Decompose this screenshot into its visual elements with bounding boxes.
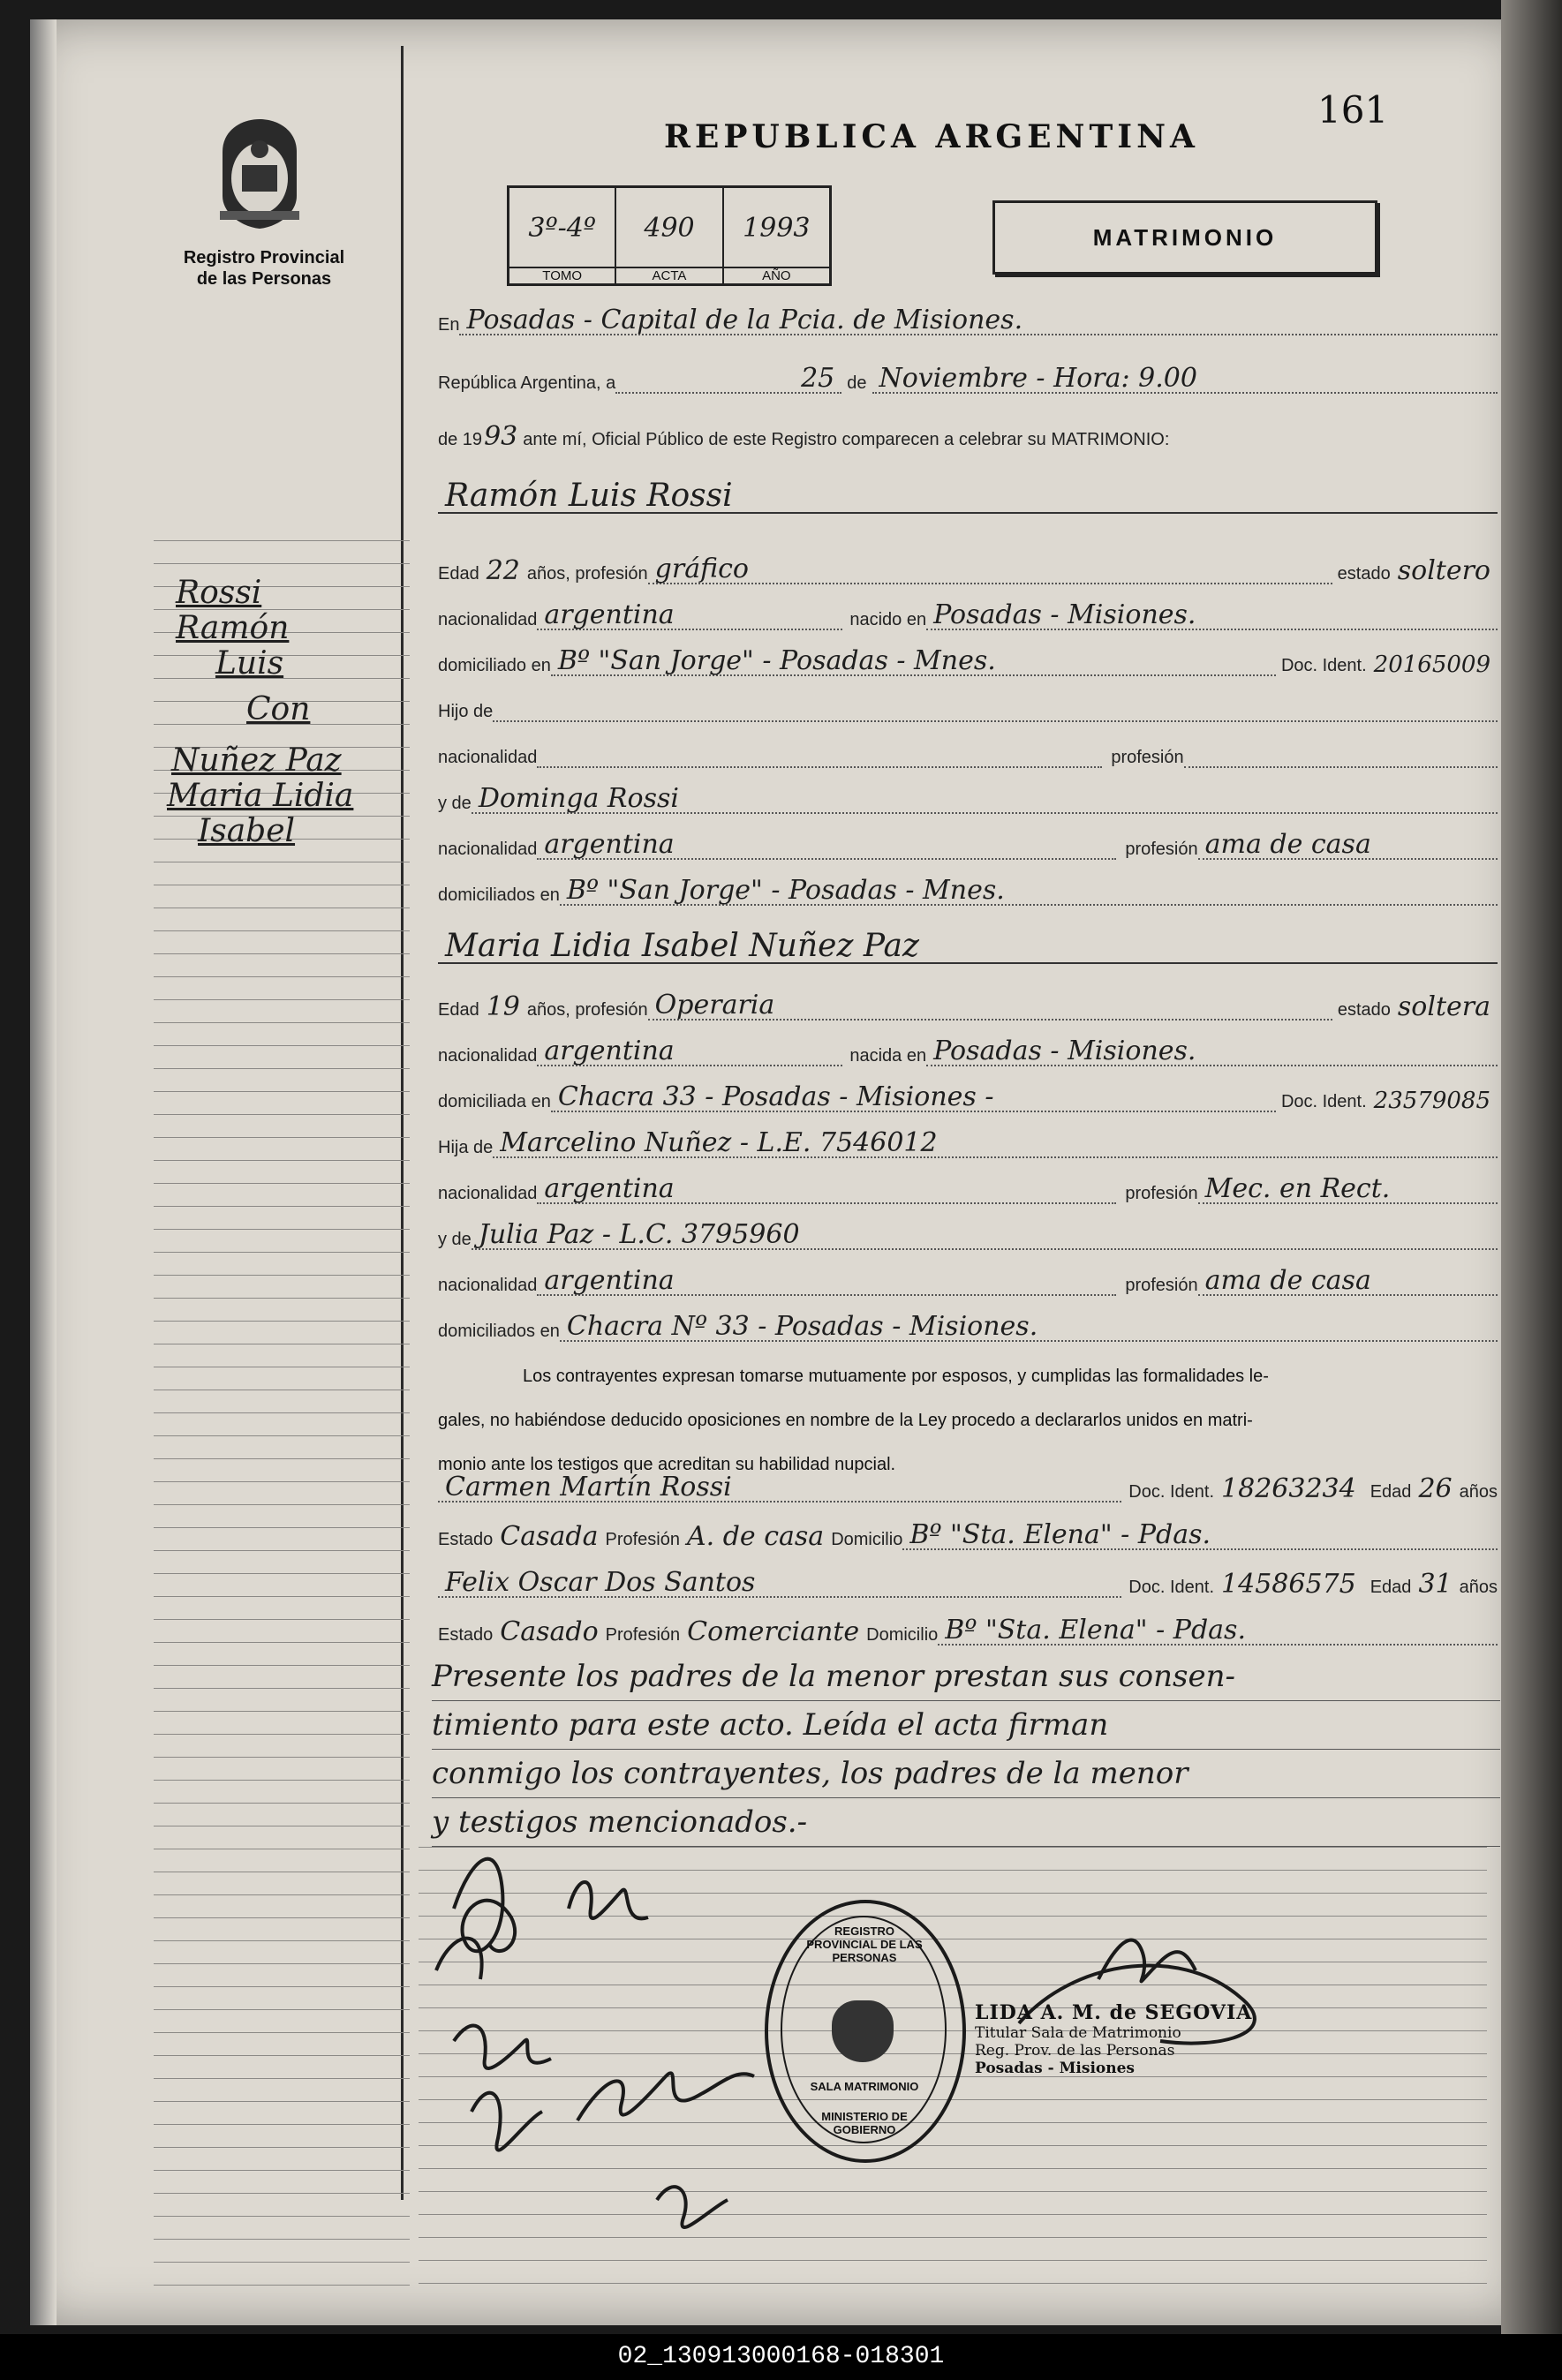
margin-ruled-line xyxy=(154,1458,410,1459)
groom-doc-value: 20165009 xyxy=(1373,651,1490,678)
bride-nacida-label: nacida en xyxy=(849,1046,927,1066)
legal-line-3: monio ante los testigos que acreditan su habilidad nupcial. xyxy=(438,1455,896,1474)
acta-cell xyxy=(616,188,723,283)
groom-hijo-value xyxy=(493,720,1498,722)
groom-nac-value: argentina xyxy=(537,602,842,630)
groom-prof3-value: ama de casa xyxy=(1198,832,1498,860)
bride-edad-value: 19 xyxy=(486,991,520,1022)
bride-yde-value: Julia Paz - L.C. 3795960 xyxy=(472,1222,1498,1250)
witness1-estado-label: Estado xyxy=(438,1530,494,1549)
margin-ruled-line xyxy=(154,1091,410,1092)
row-groom-dom xyxy=(438,641,1498,676)
margin-ruled-line xyxy=(154,1963,410,1964)
en-label: En xyxy=(438,315,460,335)
margin-ruled-line xyxy=(154,1022,410,1023)
margin-ruled-line xyxy=(154,1527,410,1528)
row-witness1-name xyxy=(438,1467,1498,1503)
witness1-name: Carmen Martín Rossi xyxy=(438,1474,1121,1503)
margin-ruled-line xyxy=(154,1688,410,1689)
groom-edad-value: 22 xyxy=(486,555,520,586)
margin-ruled-line xyxy=(154,1757,410,1758)
witness1-edad-value: 26 xyxy=(1418,1473,1453,1504)
witness1-anos-label: años xyxy=(1459,1482,1498,1502)
bride-nac-value: argentina xyxy=(537,1038,842,1066)
margin-ruled-line xyxy=(154,1298,410,1299)
witness2-doc-label: Doc. Ident. xyxy=(1128,1578,1215,1597)
margin-ruled-line xyxy=(154,2216,410,2217)
bride-doc-value: 23579085 xyxy=(1373,1088,1490,1114)
margin-ruled-line xyxy=(154,1917,410,1918)
groom-profesion-value: gráfico xyxy=(648,556,1332,584)
de-label: de xyxy=(847,373,867,393)
bride-nac-label: nacionalidad xyxy=(438,1046,538,1066)
margin-ruled-line xyxy=(154,1206,410,1207)
margin-ruled-line xyxy=(154,1894,410,1895)
notes-line-2: timiento para este acto. Leída el acta firman xyxy=(432,1701,1500,1750)
margin-ruled-line xyxy=(154,563,410,564)
page-number: 161 xyxy=(1317,88,1389,132)
row-groom-nac3 xyxy=(438,825,1498,860)
stamp-emblem xyxy=(832,2000,894,2062)
row-groom-name xyxy=(438,478,1498,514)
margin-ruled-line xyxy=(154,953,410,954)
bride-hija-label: Hija de xyxy=(438,1138,494,1157)
year-prefix: de 19 xyxy=(438,430,483,449)
margin-note xyxy=(162,576,401,849)
year-value: 93 xyxy=(484,421,518,452)
tomo-label: TOMO xyxy=(509,267,615,283)
groom-edad-label: Edad xyxy=(438,564,479,584)
republica-label: República Argentina, a xyxy=(438,373,616,393)
bride-nacida-value: Posadas - Misiones. xyxy=(926,1038,1498,1066)
margin-ruled-line xyxy=(154,2124,410,2125)
margin-ruled-line xyxy=(154,1183,410,1184)
margin-ruled-line xyxy=(154,1642,410,1643)
bride-prof2-value: Mec. en Rect. xyxy=(1198,1176,1498,1204)
groom-prof2-label: profesión xyxy=(1111,748,1184,767)
groom-estado-label: estado xyxy=(1337,564,1391,584)
witness2-prof-label: Profesión xyxy=(605,1625,681,1645)
margin-ruled-line xyxy=(154,1619,410,1620)
groom-doc-label: Doc. Ident. xyxy=(1280,656,1367,675)
margin-ruled-line xyxy=(154,1114,410,1115)
bride-edad-label: Edad xyxy=(438,1000,479,1020)
margin-ruled-line xyxy=(154,1780,410,1781)
margin-ruled-line xyxy=(154,1321,410,1322)
witness1-doc-value: 18263234 xyxy=(1221,1473,1356,1504)
row-witness1-details xyxy=(438,1515,1498,1550)
document-type-box xyxy=(992,200,1377,275)
row-bride-nac2 xyxy=(438,1169,1498,1204)
groom-dom-value: Bº "San Jorge" - Posadas - Mnes. xyxy=(551,648,1276,676)
witness1-prof-label: Profesión xyxy=(605,1530,680,1549)
official-stamp xyxy=(765,1900,966,2163)
margin-ruled-line xyxy=(154,1435,410,1436)
notes-line-3: conmigo los contrayentes, los padres de la menor xyxy=(432,1750,1500,1798)
file-caption: 02_130913000168-018301 xyxy=(0,2334,1562,2380)
margin-note-line-6: Maria Lidia xyxy=(167,778,354,814)
margin-ruled-line xyxy=(154,1137,410,1138)
row-bride-dom xyxy=(438,1077,1498,1112)
margin-ruled-line xyxy=(154,930,410,931)
bride-dom-value: Chacra 33 - Posadas - Misiones - xyxy=(551,1084,1276,1112)
row-groom-doms xyxy=(438,870,1498,906)
row-bride-edad xyxy=(438,985,1498,1021)
margin-note-line-2: Ramón xyxy=(176,610,290,646)
margin-note-line-7: Isabel xyxy=(198,813,296,849)
witness1-edad-label: Edad xyxy=(1370,1482,1412,1502)
witness2-edad-value: 31 xyxy=(1418,1569,1453,1600)
witness2-name: Felix Oscar Dos Santos xyxy=(438,1570,1121,1598)
margin-ruled-line xyxy=(154,1412,410,1413)
legal-line-2: gales, no habiéndose deducido oposiciones en nombre de la Ley procedo a declararlos unidos en matri- xyxy=(438,1411,1253,1430)
margin-ruled-line xyxy=(154,976,410,977)
bride-doms-label: domiciliados en xyxy=(438,1322,560,1341)
acta-value: 490 xyxy=(644,213,695,244)
groom-hijo-label: Hijo de xyxy=(438,702,494,721)
bride-estado-label: estado xyxy=(1337,1000,1391,1020)
groom-anos-label: años, profesión xyxy=(526,564,648,584)
margin-ruled-line xyxy=(154,1986,410,1987)
witness1-dom-label: Domicilio xyxy=(831,1530,903,1549)
coat-of-arms-emblem xyxy=(207,112,313,236)
month-value: Noviembre - Hora: 9.00 xyxy=(872,365,1498,394)
left-binding-shadow xyxy=(30,19,57,2325)
groom-yde-label: y de xyxy=(438,794,472,813)
groom-doms-value: Bº "San Jorge" - Posadas - Mnes. xyxy=(560,877,1498,906)
handwritten-notes xyxy=(432,1653,1500,1847)
bride-anos-label: años, profesión xyxy=(526,1000,648,1020)
document-type-label: MATRIMONIO xyxy=(1092,223,1278,251)
groom-nac3-label: nacionalidad xyxy=(438,840,538,859)
groom-nacido-value: Posadas - Misiones. xyxy=(926,602,1498,630)
margin-ruled-line xyxy=(154,2193,410,2194)
row-groom-yde xyxy=(438,779,1498,814)
row-bride-name xyxy=(438,929,1498,964)
margin-ruled-line xyxy=(154,1160,410,1161)
witness2-prof-value: Comerciante xyxy=(687,1616,860,1647)
witness2-estado-label: Estado xyxy=(438,1625,494,1645)
register-page xyxy=(30,19,1522,2325)
row-groom-nac xyxy=(438,595,1498,630)
witness1-prof-value: A. de casa xyxy=(686,1521,825,1552)
row-en xyxy=(438,300,1498,335)
margin-ruled-line xyxy=(154,1481,410,1482)
en-value: Posadas - Capital de la Pcia. de Misiones. xyxy=(459,307,1498,335)
bride-doms-value: Chacra Nº 33 - Posadas - Misiones. xyxy=(560,1314,1498,1342)
row-republica xyxy=(438,358,1498,394)
groom-dom-label: domiciliado en xyxy=(438,656,551,675)
margin-ruled-line xyxy=(154,999,410,1000)
margin-ruled-line xyxy=(154,2078,410,2079)
groom-nac2-line xyxy=(537,749,1102,768)
witness2-estado-value: Casado xyxy=(500,1616,599,1647)
ano-value: 1993 xyxy=(743,213,811,244)
margin-ruled-line xyxy=(154,2239,410,2240)
tomo-cell xyxy=(509,188,616,283)
stamp-inner-text: SALA MATRIMONIO xyxy=(810,2080,919,2093)
official-registry: Reg. Prov. de las Personas xyxy=(975,2042,1175,2060)
margin-note-line-4: Con xyxy=(246,691,311,727)
margin-note-line-1: Rossi xyxy=(176,575,262,611)
bride-prof3-label: profesión xyxy=(1125,1276,1198,1295)
book-binding xyxy=(1501,0,1562,2380)
row-witness2-name xyxy=(438,1563,1498,1598)
row-bride-nac3 xyxy=(438,1261,1498,1296)
stamp-outer-text: REGISTRO PROVINCIAL DE LAS PERSONAS xyxy=(806,1924,923,1964)
bride-doc-label: Doc. Ident. xyxy=(1280,1092,1367,1111)
intro-statement: ante mí, Oficial Público de este Registro comparecen a celebrar su MATRIMONIO: xyxy=(523,430,1170,449)
bride-dom-label: domiciliada en xyxy=(438,1092,551,1111)
margin-ruled-line xyxy=(154,1734,410,1735)
bride-nac3-value: argentina xyxy=(537,1268,1116,1296)
margin-ruled-line xyxy=(154,1665,410,1666)
bride-nac2-value: argentina xyxy=(537,1176,1116,1204)
margin-ruled-line xyxy=(154,1045,410,1046)
groom-nac-label: nacionalidad xyxy=(438,610,538,629)
witness2-doc-value: 14586575 xyxy=(1221,1569,1356,1600)
margin-ruled-line xyxy=(154,2055,410,2056)
margin-ruled-line xyxy=(154,2147,410,2148)
notes-line-1: Presente los padres de la menor prestan sus consen- xyxy=(432,1653,1500,1701)
ano-cell xyxy=(724,188,829,283)
margin-note-line-5: Nuñez Paz xyxy=(171,742,342,779)
margin-ruled-line xyxy=(154,1504,410,1505)
margin-ruled-line xyxy=(154,2262,410,2263)
official-seal xyxy=(975,2001,1346,2077)
witness1-dom-value: Bº "Sta. Elena" - Pdas. xyxy=(902,1522,1498,1550)
groom-prof3-label: profesión xyxy=(1125,840,1198,859)
margin-ruled-line xyxy=(154,1803,410,1804)
margin-ruled-line xyxy=(154,2032,410,2033)
groom-yde-value: Dominga Rossi xyxy=(472,786,1498,814)
witness2-anos-label: años xyxy=(1459,1578,1498,1597)
witness1-estado-value: Casada xyxy=(500,1521,599,1552)
official-title: Titular Sala de Matrimonio xyxy=(975,2024,1181,2042)
row-bride-yde xyxy=(438,1215,1498,1250)
country-title: REPUBLICA ARGENTINA xyxy=(664,118,1199,155)
margin-ruled-line xyxy=(154,540,410,541)
ano-label: AÑO xyxy=(724,267,829,283)
margin-ruled-line xyxy=(154,1229,410,1230)
day-value: 25 xyxy=(615,365,841,394)
row-witness2-details xyxy=(438,1610,1498,1646)
margin-ruled-line xyxy=(154,1573,410,1574)
bride-prof3-value: ama de casa xyxy=(1198,1268,1498,1296)
bride-name: Maria Lidia Isabel Nuñez Paz xyxy=(438,930,1498,964)
legal-line-1: Los contrayentes expresan tomarse mutuamente por esposos, y cumplidas las formalidades le- xyxy=(523,1367,1269,1386)
official-location: Posadas - Misiones xyxy=(975,2060,1136,2077)
margin-ruled-line xyxy=(154,1940,410,1941)
acta-label: ACTA xyxy=(616,267,721,283)
groom-nac2-label: nacionalidad xyxy=(438,748,538,767)
margin-note-line-3: Luis xyxy=(215,645,284,682)
margin-ruled-line xyxy=(154,1068,410,1069)
groom-estado-value: soltero xyxy=(1397,555,1490,586)
bride-estado-value: soltera xyxy=(1397,991,1490,1022)
groom-nac3-value: argentina xyxy=(537,832,1116,860)
margin-ruled-line xyxy=(154,1596,410,1597)
registry-line-2: de las Personas xyxy=(196,269,332,289)
margin-ruled-line xyxy=(154,2285,410,2286)
witness1-doc-label: Doc. Ident. xyxy=(1128,1482,1215,1502)
witness2-edad-label: Edad xyxy=(1370,1578,1412,1597)
witness2-dom-label: Domicilio xyxy=(866,1625,939,1645)
bride-yde-label: y de xyxy=(438,1230,472,1249)
margin-ruled-line xyxy=(154,2101,410,2102)
witness2-dom-value: Bº "Sta. Elena" - Pdas. xyxy=(938,1617,1498,1646)
bride-prof2-label: profesión xyxy=(1125,1184,1198,1203)
margin-ruled-line xyxy=(154,1252,410,1253)
bride-nac2-label: nacionalidad xyxy=(438,1184,538,1203)
row-year xyxy=(438,415,1498,450)
margin-ruled-line xyxy=(154,2170,410,2171)
official-name: LIDA A. M. de SEGOVIA xyxy=(975,2001,1253,2024)
bride-profesion-value: Operaria xyxy=(648,992,1332,1021)
margin-ruled-line xyxy=(154,1275,410,1276)
registry-line-1: Registro Provincial xyxy=(183,248,345,267)
groom-prof2-line xyxy=(1184,749,1498,768)
groom-doms-label: domiciliados en xyxy=(438,885,560,905)
row-groom-hijo xyxy=(438,687,1498,722)
acta-reference-box xyxy=(507,185,832,286)
notes-line-4: y testigos mencionados.- xyxy=(432,1798,1500,1847)
margin-ruled-line xyxy=(154,2009,410,2010)
tomo-value: 3º-4º xyxy=(528,213,596,244)
row-bride-hija xyxy=(438,1123,1498,1158)
groom-nacido-label: nacido en xyxy=(849,610,927,629)
margin-ruled-line xyxy=(154,1550,410,1551)
row-groom-nac2 xyxy=(438,733,1498,768)
groom-name: Ramón Luis Rossi xyxy=(438,480,1498,514)
row-bride-doms xyxy=(438,1307,1498,1342)
row-groom-edad xyxy=(438,549,1498,584)
bride-hija-value: Marcelino Nuñez - L.E. 7546012 xyxy=(493,1130,1498,1158)
bride-nac3-label: nacionalidad xyxy=(438,1276,538,1295)
row-bride-nac xyxy=(438,1031,1498,1066)
margin-ruled-line xyxy=(154,1711,410,1712)
registry-title xyxy=(154,247,374,290)
stamp-bottom-text: MINISTERIO DE GOBIERNO xyxy=(821,2110,908,2136)
